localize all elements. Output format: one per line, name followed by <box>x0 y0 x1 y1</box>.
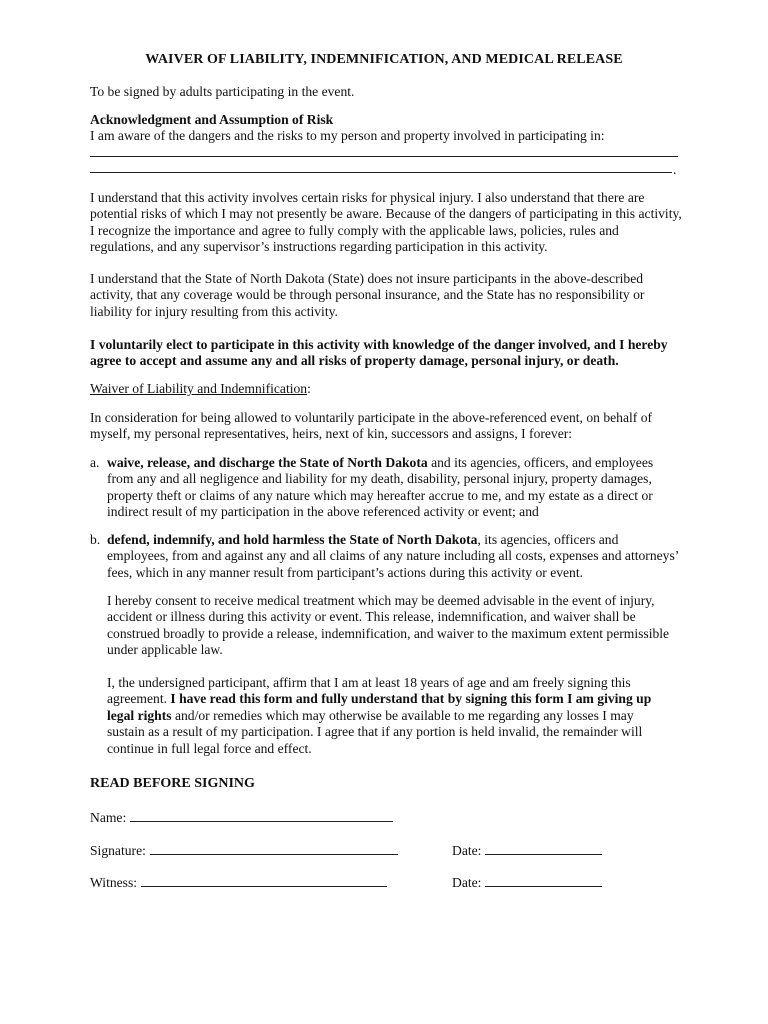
medical-consent-paragraph: I hereby consent to receive medical treatment which may be deemed advisable in the event of injury, accident or illness during this activity or event. This release, indemnification, and waiver shall be construed broadly to provide a release, indemnification, and waiver to the maximum extent permissible under applicable law. <box>107 593 670 658</box>
read-before-signing-heading: READ BEFORE SIGNING <box>90 776 255 791</box>
name-field-row <box>90 809 393 826</box>
witness-field-row <box>90 874 387 891</box>
date-label-1: Date: <box>452 843 482 858</box>
waiver-heading-colon: : <box>307 381 311 396</box>
document-title: WAIVER OF LIABILITY, INDEMNIFICATION, AND MEDICAL RELEASE <box>145 52 623 67</box>
affirm-bold: I have read this form and fully understand that by signing this form I am giving up legal rights <box>107 691 652 723</box>
ack-line: I am aware of the dangers and the risks to my person and property involved in participating in: <box>90 128 605 143</box>
consideration-paragraph: In consideration for being allowed to voluntarily participate in the above-referenced event, on behalf of myself, my personal representatives, heirs, next of kin, successors and assigns, I forever: <box>90 410 653 442</box>
list-marker-b: b. <box>90 532 101 547</box>
activity-blank-line-1 <box>90 156 678 157</box>
activity-blank-line-2 <box>90 172 672 173</box>
signature-line[interactable] <box>150 842 398 855</box>
insurance-paragraph: I understand that the State of North Dakota (State) does not insure participants in the above-described activity, that any coverage would be through personal insurance, and the State has no responsibility or liability for injury resulting from this activity. <box>90 271 645 319</box>
list-item-a <box>90 455 680 521</box>
waiver-heading-line <box>90 381 690 397</box>
date-label-2: Date: <box>452 875 482 890</box>
list-marker-a: a. <box>90 455 100 470</box>
waive-release-rest: and its agencies, officers, and employees from any and all negligence and liability for my death, disability, personal injury, property damages, property theft or claims of any nature which may hereafter accrue to me, and my estate as a direct or indirect result of my participation in the above referenced activity or event; and <box>107 455 654 520</box>
witness-label: Witness: <box>90 875 138 890</box>
affirm-post: and/or remedies which may otherwise be available to me regarding any losses I may sustain as a result of my participation. I agree that if any portion is held invalid, the remainder will continue in full legal force and effect. <box>107 707 643 756</box>
activity-line-period: . <box>673 162 677 177</box>
name-label: Name: <box>90 810 127 825</box>
affirm-pre: I, the undersigned participant, affirm that I am at least 18 years of age and am freely signing this agreement. <box>107 675 631 707</box>
date-field-row-1 <box>452 842 602 859</box>
date-line-1[interactable] <box>485 842 602 855</box>
list-item-b <box>90 532 680 581</box>
affirmation-paragraph <box>107 675 672 757</box>
waive-release-bold: waive, release, and discharge the State of North Dakota <box>107 455 428 470</box>
date-line-2[interactable] <box>485 874 602 887</box>
voluntary-election-paragraph: I voluntarily elect to participate in this activity with knowledge of the danger involved, and I hereby agree to accept and assume any and all risks of property damage, personal injury, or death. <box>90 337 668 369</box>
ack-heading: Acknowledgment and Assumption of Risk <box>90 112 334 127</box>
waiver-heading: Waiver of Liability and Indemnification <box>90 381 308 396</box>
date-field-row-2 <box>452 874 602 891</box>
risk-paragraph: I understand that this activity involves certain risks for physical injury. I also understand that there are potential risks of which I may not presently be aware. Because of the dangers of participating in this activity, I recognize the importance and agree to fully comply with the applicable laws, policies, rules and regulations, and any supervisor’s instructions regarding participation in this activity. <box>90 190 682 255</box>
witness-line[interactable] <box>141 874 387 887</box>
signature-label: Signature: <box>90 843 146 858</box>
signature-field-row <box>90 842 398 859</box>
list-body-a <box>107 455 680 521</box>
name-line[interactable] <box>130 809 393 822</box>
defend-indemnify-rest: , its agencies, officers and employees, from and against any and all claims of any nature including all costs, expenses and attorneys’ fees, which in any manner result from participant’s actions during this activity or event. <box>107 532 679 580</box>
intro-text: To be signed by adults participating in the event. <box>90 84 355 99</box>
list-body-b <box>107 532 680 581</box>
defend-indemnify-bold: defend, indemnify, and hold harmless the State of North Dakota <box>107 532 478 547</box>
